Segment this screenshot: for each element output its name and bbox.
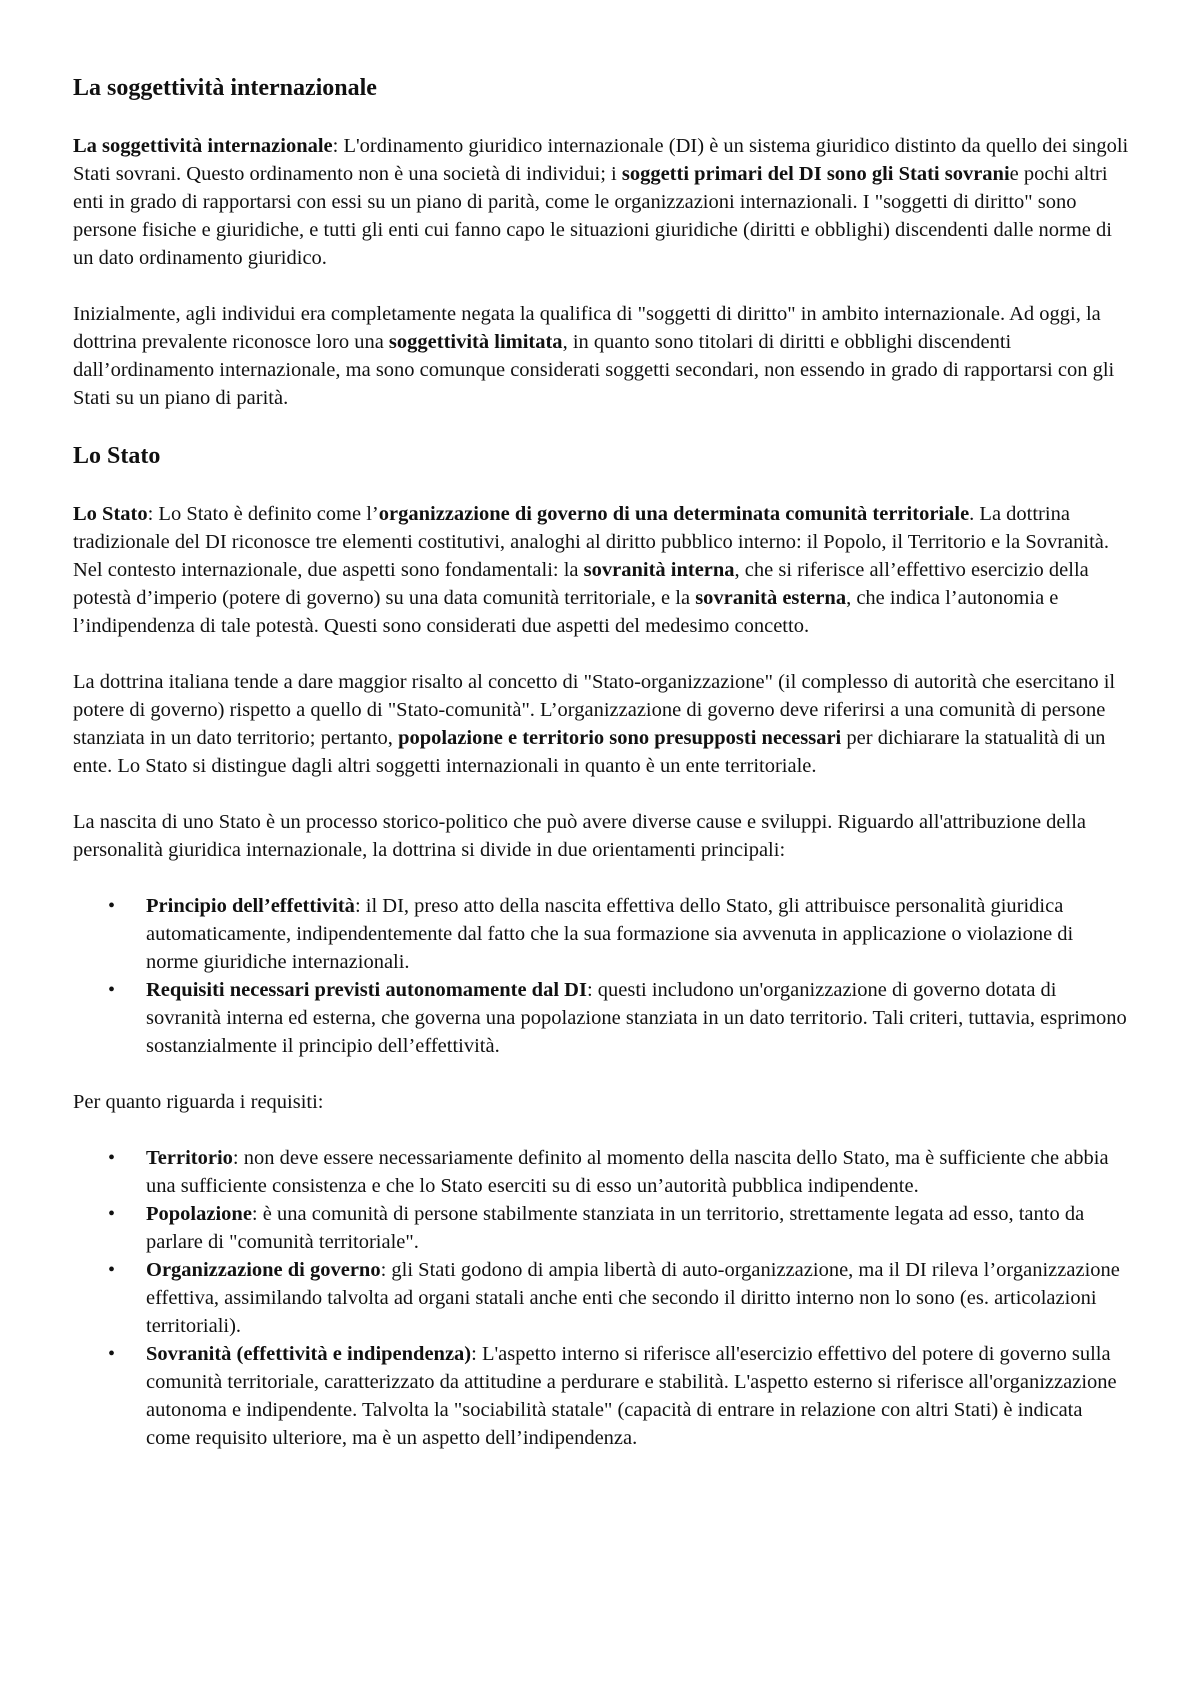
paragraph-requisiti-intro: Per quanto riguarda i requisiti: [73,1091,324,1113]
bold-term: Popolazione [146,1203,252,1225]
list-orientamenti [73,892,1130,1060]
bold-term: Lo Stato [73,503,148,525]
bold-term: soggettività limitata [388,331,563,353]
section-title-stato: Lo Stato [73,443,161,469]
paragraph-nascita-stato: La nascita di uno Stato è un processo storico-politico che può avere diverse cause e sviluppi. Riguardo all'attribuzione della personalità giuridica internazionale, la dottrina si divide in due orientamenti principali: [73,811,1087,861]
bold-term: soggetti primari del DI sono gli Stati sovrani [621,163,1010,185]
paragraph-individui: Inizialmente, agli individui era completamente negata la qualifica di "soggetti di diritto" in ambito internazionale. Ad oggi, la dottrina prevalente riconosce loro una soggettività limitata, in quanto sono titolari di diritti e obblighi discendenti dall’ordinamento internazionale, ma sono comunque considerati soggetti secondari, non essendo in grado di rapportarsi con gli Stati su un piano di parità. [73,303,1115,409]
bold-term: Sovranità (effettività e indipendenza) [146,1343,472,1365]
section-title-soggettivita: La soggettività internazionale [73,75,377,101]
bold-term: Organizzazione di governo [146,1259,381,1281]
bullet-icon: • [108,895,116,917]
list-item: • Organizzazione di governo: gli Stati godono di ampia libertà di auto-organizzazione, ma il DI rileva l’organizzazione effettiva, assimilando talvolta ad organi statali anche enti che secondo il diritto interno non lo sono (es. articolazioni territoriali). [146,1256,1130,1340]
bullet-icon: • [108,1343,116,1365]
bold-term: Territorio [146,1147,233,1169]
paragraph-soggettivita-definition: La soggettività internazionale: L'ordinamento giuridico internazionale (DI) è un sistema giuridico distinto da quello dei singoli Stati sovrani. Questo ordinamento non è una società di individui; i soggetti primari del DI sono gli Stati sovranie pochi altri enti in grado di rapportarsi con essi su un piano di parità, come le organizzazioni internazionali. I "soggetti di diritto" sono persone fisiche e giuridiche, e tutti gli enti cui fanno capo le situazioni giuridiche (diritti e obblighi) discendenti dalle norme di un dato ordinamento giuridico. [73,135,1129,269]
list-item: • Territorio: non deve essere necessariamente definito al momento della nascita dello Stato, ma è sufficiente che abbia una sufficiente consistenza e che lo Stato eserciti su di esso un’autorità pubblica indipendente. [146,1144,1130,1200]
list-requisiti [73,1144,1130,1452]
bold-term: organizzazione di governo di una determinata comunità territoriale [378,503,970,525]
bold-term: popolazione e territorio sono presupposti necessari [398,727,842,749]
list-item: • Principio dell’effettività: il DI, preso atto della nascita effettiva dello Stato, gli attribuisce personalità giuridica automaticamente, indipendentemente dal fatto che la sua formazione sia avvenuta in applicazione o violazione di norme giuridiche internazionali. [146,892,1130,976]
bold-term: sovranità interna [583,559,735,581]
bullet-icon: • [108,979,116,1001]
bullet-icon: • [108,1147,116,1169]
bold-term: Requisiti necessari previsti autonomamente dal DI [146,979,587,1001]
bullet-icon: • [108,1259,116,1281]
paragraph-stato-definition: Lo Stato: Lo Stato è definito come l’organizzazione di governo di una determinata comunità territoriale. La dottrina tradizionale del DI riconosce tre elementi costitutivi, analoghi al diritto pubblico interno: il Popolo, il Territorio e la Sovranità. Nel contesto internazionale, due aspetti sono fondamentali: la sovranità interna, che si riferisce all’effettivo esercizio della potestà d’imperio (potere di governo) su una data comunità territoriale, e la sovranità esterna, che indica l’autonomia e l’indipendenza di tale potestà. Questi sono considerati due aspetti del medesimo concetto. [73,503,1110,637]
list-item: • Requisiti necessari previsti autonomamente dal DI: questi includono un'organizzazione di governo dotata di sovranità interna ed esterna, che governa una popolazione stanziata in un dato territorio. Tali criteri, tuttavia, esprimono sostanzialmente il principio dell’effettività. [146,976,1130,1060]
bold-term: La soggettività internazionale [73,135,333,157]
paragraph-dottrina-italiana: La dottrina italiana tende a dare maggior risalto al concetto di "Stato-organizzazione" (il complesso di autorità che esercitano il potere di governo) rispetto a quello di "Stato-comunità". L’organizzazione di governo deve riferirsi a una comunità di persone stanziata in un dato territorio; pertanto, popolazione e territorio sono presupposti necessari per dichiarare la statualità di un ente. Lo Stato si distingue dagli altri soggetti internazionali in quanto è un ente territoriale. [73,671,1116,777]
list-item: • Sovranità (effettività e indipendenza): L'aspetto interno si riferisce all'esercizio effettivo del potere di governo sulla comunità territoriale, caratterizzato da attitudine a perdurare e stabilità. L'aspetto esterno si riferisce all'organizzazione autonoma e indipendente. Talvolta la "sociabilità statale" (capacità di entrare in relazione con altri Stati) è indicata come requisito ulteriore, ma è un aspetto dell’indipendenza. [146,1340,1130,1452]
bold-term: sovranità esterna [695,587,847,609]
bullet-icon: • [108,1203,116,1225]
bold-term: Principio dell’effettività [146,895,355,917]
list-item: • Popolazione: è una comunità di persone stabilmente stanziata in un territorio, strettamente legata ad esso, tanto da parlare di "comunità territoriale". [146,1200,1130,1256]
